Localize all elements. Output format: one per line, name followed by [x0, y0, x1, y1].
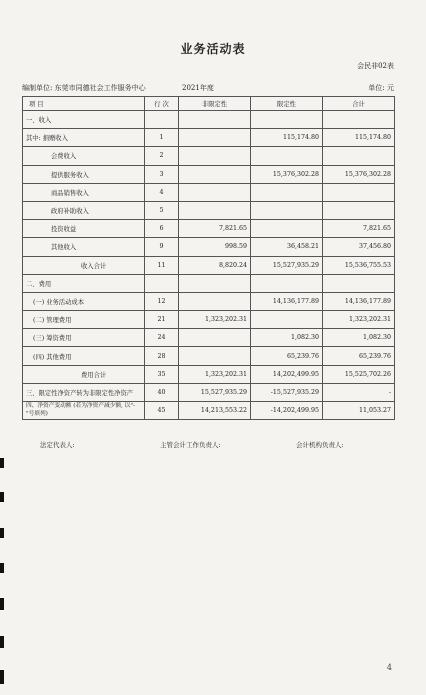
row-restricted: 36,458.21	[251, 238, 323, 256]
row-item: 一、收入	[23, 111, 145, 129]
page-number: 4	[386, 663, 392, 672]
row-restricted	[251, 274, 323, 292]
row-line-number: 6	[145, 220, 179, 238]
row-total: 15,376,302.28	[323, 165, 395, 183]
currency-unit: 单位: 元	[368, 84, 394, 92]
binding-mark	[0, 492, 4, 502]
row-line-number: 4	[145, 183, 179, 201]
row-line-number: 5	[145, 201, 179, 219]
row-total: 65,239.76	[323, 347, 395, 365]
row-restricted	[251, 111, 323, 129]
row-restricted: 15,527,935.29	[251, 256, 323, 274]
row-total: -	[323, 383, 395, 401]
header-item: 项 目	[23, 97, 145, 111]
table-row	[23, 329, 395, 347]
row-restricted: 115,174.80	[251, 129, 323, 147]
row-restricted	[251, 220, 323, 238]
row-item: 其中: 捐赠收入	[23, 129, 145, 147]
row-restricted: 65,239.76	[251, 347, 323, 365]
row-total: 15,536,755.53	[323, 256, 395, 274]
header-total: 合计	[323, 97, 395, 111]
row-unrestricted	[179, 292, 251, 310]
table-row	[23, 165, 395, 183]
legal-rep-signature: 法定代表人:	[40, 441, 75, 449]
row-unrestricted: 7,821.65	[179, 220, 251, 238]
table-row	[23, 183, 395, 201]
row-restricted: 14,136,177.89	[251, 292, 323, 310]
row-item: 提供服务收入	[23, 165, 145, 183]
row-total: 115,174.80	[323, 129, 395, 147]
form-code: 会民非02表	[357, 62, 394, 70]
row-item: (二) 管理费用	[23, 311, 145, 329]
row-restricted: -15,527,935.29	[251, 383, 323, 401]
row-line-number: 40	[145, 383, 179, 401]
row-unrestricted: 1,323,202.31	[179, 311, 251, 329]
row-item: 四、净资产变动额 (若为净资产减少额, 以"-"号填列)	[23, 402, 145, 420]
row-restricted: 15,376,302.28	[251, 165, 323, 183]
row-restricted: -14,202,499.95	[251, 402, 323, 420]
binding-mark	[0, 670, 4, 684]
row-total: 15,525,702.26	[323, 365, 395, 383]
row-total: 14,136,177.89	[323, 292, 395, 310]
row-line-number	[145, 274, 179, 292]
row-unrestricted: 1,323,202.31	[179, 365, 251, 383]
row-unrestricted: 998.59	[179, 238, 251, 256]
row-restricted	[251, 183, 323, 201]
table-header-row	[23, 97, 395, 111]
row-item: 会费收入	[23, 147, 145, 165]
row-item: (三) 筹资费用	[23, 329, 145, 347]
row-restricted: 1,082.30	[251, 329, 323, 347]
row-line-number: 12	[145, 292, 179, 310]
binding-mark	[0, 563, 4, 573]
unit-line	[22, 83, 394, 93]
row-unrestricted: 14,213,553.22	[179, 402, 251, 420]
row-unrestricted: 8,820.24	[179, 256, 251, 274]
accounting-head-signature: 主管会计工作负责人:	[160, 441, 221, 449]
row-total	[323, 111, 395, 129]
binding-mark	[0, 528, 4, 538]
row-total	[323, 274, 395, 292]
table-row	[23, 220, 395, 238]
row-item: 三、限定性净资产转为非限定性净资产	[23, 383, 145, 401]
binding-mark	[0, 458, 4, 468]
row-total: 11,053.27	[323, 402, 395, 420]
row-unrestricted	[179, 183, 251, 201]
row-unrestricted	[179, 274, 251, 292]
row-item: 投资收益	[23, 220, 145, 238]
row-total	[323, 147, 395, 165]
table-row	[23, 383, 395, 401]
row-item: 商品销售收入	[23, 183, 145, 201]
row-total: 37,456.80	[323, 238, 395, 256]
header-unrestricted: 非限定性	[179, 97, 251, 111]
org-name: 编制单位: 东莞市同德社会工作服务中心	[22, 84, 146, 92]
row-line-number	[145, 111, 179, 129]
row-line-number: 35	[145, 365, 179, 383]
row-restricted	[251, 311, 323, 329]
table-row	[23, 111, 395, 129]
row-item: (四) 其他费用	[23, 347, 145, 365]
table-row	[23, 274, 395, 292]
table-row	[23, 347, 395, 365]
row-item: 政府补助收入	[23, 201, 145, 219]
table-row	[23, 311, 395, 329]
page-title: 业务活动表	[180, 42, 246, 56]
row-line-number: 45	[145, 402, 179, 420]
table-row	[23, 238, 395, 256]
row-unrestricted: 15,527,935.29	[179, 383, 251, 401]
row-line-number: 3	[145, 165, 179, 183]
activity-table	[22, 96, 395, 420]
report-year: 2021年度	[182, 84, 214, 92]
row-item: 二、费用	[23, 274, 145, 292]
row-line-number: 21	[145, 311, 179, 329]
row-total: 1,082.30	[323, 329, 395, 347]
table-row	[23, 129, 395, 147]
row-unrestricted	[179, 329, 251, 347]
row-total: 7,821.65	[323, 220, 395, 238]
row-unrestricted	[179, 201, 251, 219]
row-line-number: 1	[145, 129, 179, 147]
accounting-org-signature: 会计机构负责人:	[296, 441, 344, 449]
row-item: (一) 业务活动成本	[23, 292, 145, 310]
table-row	[23, 365, 395, 383]
header-restricted: 限定性	[251, 97, 323, 111]
row-line-number: 2	[145, 147, 179, 165]
table-row	[23, 147, 395, 165]
row-line-number: 28	[145, 347, 179, 365]
row-item: 收入合计	[23, 256, 145, 274]
row-total	[323, 183, 395, 201]
row-line-number: 11	[145, 256, 179, 274]
row-item: 费用合计	[23, 365, 145, 383]
row-unrestricted	[179, 347, 251, 365]
header-line: 行 次	[145, 97, 179, 111]
binding-mark	[0, 636, 4, 648]
row-line-number: 9	[145, 238, 179, 256]
table-row	[23, 402, 395, 420]
row-unrestricted	[179, 129, 251, 147]
row-total: 1,323,202.31	[323, 311, 395, 329]
table-row	[23, 292, 395, 310]
row-line-number: 24	[145, 329, 179, 347]
row-restricted: 14,202,499.95	[251, 365, 323, 383]
table-row	[23, 256, 395, 274]
row-restricted	[251, 147, 323, 165]
row-unrestricted	[179, 147, 251, 165]
binding-mark	[0, 598, 4, 610]
row-unrestricted	[179, 165, 251, 183]
row-total	[323, 201, 395, 219]
row-item: 其他收入	[23, 238, 145, 256]
row-unrestricted	[179, 111, 251, 129]
table-row	[23, 201, 395, 219]
row-restricted	[251, 201, 323, 219]
